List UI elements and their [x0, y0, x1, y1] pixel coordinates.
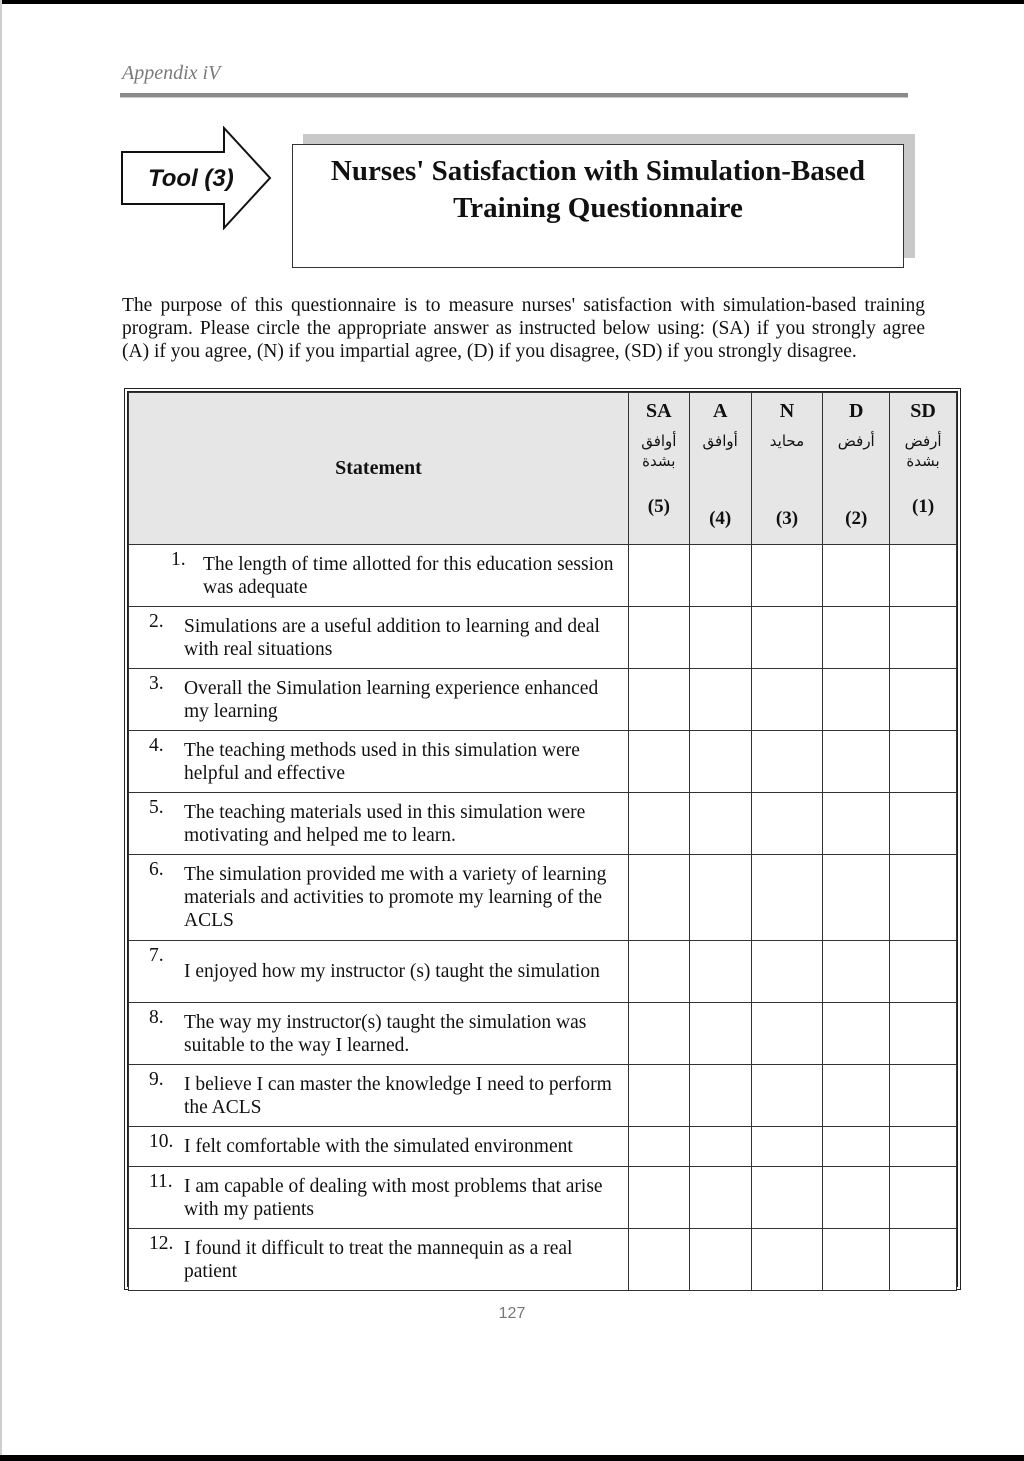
answer-cell-n[interactable] [751, 1167, 823, 1229]
answer-cell-sd[interactable] [890, 1167, 957, 1229]
statement-text: I felt comfortable with the simulated environment [184, 1136, 573, 1157]
answer-cell-sa[interactable] [628, 669, 689, 731]
statement-text: Simulations are a useful addition to learning and deal with real situations [184, 615, 600, 660]
table-row [129, 669, 957, 731]
table-row [129, 1127, 957, 1167]
answer-cell-a[interactable] [689, 731, 751, 793]
answer-cell-d[interactable] [823, 855, 890, 941]
answer-cell-sa[interactable] [628, 793, 689, 855]
top-border [0, 0, 1024, 4]
answer-cell-sa[interactable] [628, 545, 689, 607]
statement-text: The simulation provided me with a variety of learning materials and activities to promote my learning of the ACLS [184, 864, 607, 931]
answer-cell-a[interactable] [689, 669, 751, 731]
page-edge [0, 0, 2, 1461]
column-header-sa [628, 393, 689, 545]
column-score: (2) [845, 508, 868, 529]
answer-cell-d[interactable] [823, 1167, 890, 1229]
answer-cell-d[interactable] [823, 941, 890, 1003]
intro-paragraph: The purpose of this questionnaire is to measure nurses' satisfaction with simulation-based training program. Please circle the appropriate answer as instructed below using: (SA) if you strongly agree (A) if you agree, (N) if you impartial agree, (D) if you disagree, (SD) if you strongly disagree. [122, 295, 925, 362]
answer-cell-sa[interactable] [628, 1065, 689, 1127]
answer-cell-sa[interactable] [628, 941, 689, 1003]
answer-cell-d[interactable] [823, 1003, 890, 1065]
statement-cell [129, 855, 629, 941]
statement-number: 12. [149, 1233, 174, 1254]
statement-number: 9. [149, 1069, 164, 1090]
page-number: 127 [498, 1305, 526, 1322]
answer-cell-sd[interactable] [890, 855, 957, 941]
column-code: SD [910, 400, 936, 422]
title-box [292, 144, 904, 268]
answer-cell-sd[interactable] [890, 731, 957, 793]
statement-cell [129, 1003, 629, 1065]
answer-cell-a[interactable] [689, 793, 751, 855]
questionnaire-table [124, 388, 961, 1290]
statement-number: 1. [171, 549, 186, 570]
answer-cell-sd[interactable] [890, 1127, 957, 1167]
answer-cell-n[interactable] [751, 607, 823, 669]
answer-cell-a[interactable] [689, 941, 751, 1003]
statement-number: 11. [149, 1171, 173, 1192]
statement-number: 7. [149, 945, 164, 966]
answer-cell-n[interactable] [751, 941, 823, 1003]
column-score: (1) [912, 496, 935, 517]
answer-cell-sd[interactable] [890, 1065, 957, 1127]
answer-cell-sa[interactable] [628, 855, 689, 941]
statement-header: Statement [129, 393, 629, 545]
table-row [129, 1229, 957, 1291]
answer-cell-d[interactable] [823, 669, 890, 731]
appendix-label: Appendix iV [122, 62, 221, 84]
answer-cell-d[interactable] [823, 545, 890, 607]
table-row [129, 607, 957, 669]
column-code: SA [646, 400, 672, 422]
answer-cell-d[interactable] [823, 1229, 890, 1291]
column-code: D [849, 400, 864, 422]
answer-cell-d[interactable] [823, 731, 890, 793]
table-row [129, 1167, 957, 1229]
statement-number: 6. [149, 859, 164, 880]
statement-text: I believe I can master the knowledge I need to perform the ACLS [184, 1073, 612, 1118]
table-row [129, 793, 957, 855]
statement-cell [129, 545, 629, 607]
answer-cell-d[interactable] [823, 793, 890, 855]
answer-cell-n[interactable] [751, 669, 823, 731]
page-title: Nurses' Satisfaction with Simulation-Based Training Questionnaire [330, 155, 866, 224]
statement-text: The teaching methods used in this simulation were helpful and effective [184, 739, 580, 784]
answer-cell-sa[interactable] [628, 1127, 689, 1167]
answer-cell-sd[interactable] [890, 1003, 957, 1065]
statement-cell [129, 793, 629, 855]
statement-number: 10. [149, 1131, 174, 1152]
table-row [129, 731, 957, 793]
answer-cell-sd[interactable] [890, 1229, 957, 1291]
answer-cell-sa[interactable] [628, 607, 689, 669]
answer-cell-n[interactable] [751, 1003, 823, 1065]
answer-cell-a[interactable] [689, 545, 751, 607]
bottom-border [0, 1455, 1024, 1461]
answer-cell-n[interactable] [751, 1065, 823, 1127]
statement-text: The way my instructor(s) taught the simulation was suitable to the way I learned. [184, 1011, 587, 1056]
table-header-row [129, 393, 957, 545]
column-header-n [751, 393, 823, 545]
answer-cell-sa[interactable] [628, 1167, 689, 1229]
answer-cell-sa[interactable] [628, 1003, 689, 1065]
statement-text: I am capable of dealing with most problems that arise with my patients [184, 1175, 603, 1220]
statement-cell [129, 1167, 629, 1229]
answer-cell-n[interactable] [751, 545, 823, 607]
answer-cell-a[interactable] [689, 1065, 751, 1127]
statement-number: 4. [149, 735, 164, 756]
table-row [129, 1003, 957, 1065]
answer-cell-sd[interactable] [890, 793, 957, 855]
answer-cell-sd[interactable] [890, 669, 957, 731]
answer-cell-n[interactable] [751, 731, 823, 793]
tool-label: Tool (3) [148, 165, 234, 192]
column-arabic: أوافق بشدة [641, 432, 677, 470]
column-header-a [689, 393, 751, 545]
column-arabic: أوافق [702, 432, 738, 450]
table-row [129, 941, 957, 1003]
answer-cell-a[interactable] [689, 607, 751, 669]
statement-cell [129, 607, 629, 669]
answer-cell-a[interactable] [689, 1229, 751, 1291]
column-score: (4) [709, 508, 732, 529]
statement-text: The length of time allotted for this education session was adequate [203, 553, 614, 598]
answer-cell-n[interactable] [751, 1229, 823, 1291]
column-header-sd [890, 393, 957, 545]
answer-cell-a[interactable] [689, 1167, 751, 1229]
answer-cell-d[interactable] [823, 1065, 890, 1127]
statement-cell [129, 669, 629, 731]
answer-cell-n[interactable] [751, 1127, 823, 1167]
column-code: N [779, 400, 795, 422]
answer-cell-sa[interactable] [628, 731, 689, 793]
header-rule [120, 93, 908, 98]
statement-text: The teaching materials used in this simulation were motivating and helped me to learn. [184, 801, 586, 846]
column-score: (5) [647, 496, 670, 517]
column-arabic: أرفض بشدة [904, 432, 942, 470]
answer-cell-sd[interactable] [890, 607, 957, 669]
statement-number: 2. [149, 611, 164, 632]
column-score: (3) [775, 508, 799, 529]
statement-number: 5. [149, 797, 164, 818]
statement-cell [129, 941, 629, 1003]
statement-cell [129, 1127, 629, 1167]
statement-number: 8. [149, 1007, 164, 1028]
statement-text: Overall the Simulation learning experience enhanced my learning [184, 677, 599, 722]
answer-cell-n[interactable] [751, 855, 823, 941]
statement-cell [129, 1065, 629, 1127]
answer-cell-d[interactable] [823, 607, 890, 669]
statement-number: 3. [149, 673, 164, 694]
answer-cell-sd[interactable] [890, 941, 957, 1003]
answer-cell-sd[interactable] [890, 545, 957, 607]
answer-cell-n[interactable] [751, 793, 823, 855]
statement-text: I found it difficult to treat the mannequin as a real patient [184, 1237, 573, 1282]
statement-cell [129, 731, 629, 793]
statement-text: I enjoyed how my instructor (s) taught the simulation [184, 961, 600, 982]
answer-cell-sa[interactable] [628, 1229, 689, 1291]
table-row [129, 855, 957, 941]
answer-cell-a[interactable] [689, 1127, 751, 1167]
column-header-d [823, 393, 890, 545]
table-row [129, 545, 957, 607]
column-arabic: أرفض [837, 432, 875, 450]
answer-cell-a[interactable] [689, 855, 751, 941]
statement-cell [129, 1229, 629, 1291]
table-row [129, 1065, 957, 1127]
column-code: A [712, 400, 728, 422]
answer-cell-d[interactable] [823, 1127, 890, 1167]
answer-cell-a[interactable] [689, 1003, 751, 1065]
column-arabic: محايد [769, 432, 805, 450]
